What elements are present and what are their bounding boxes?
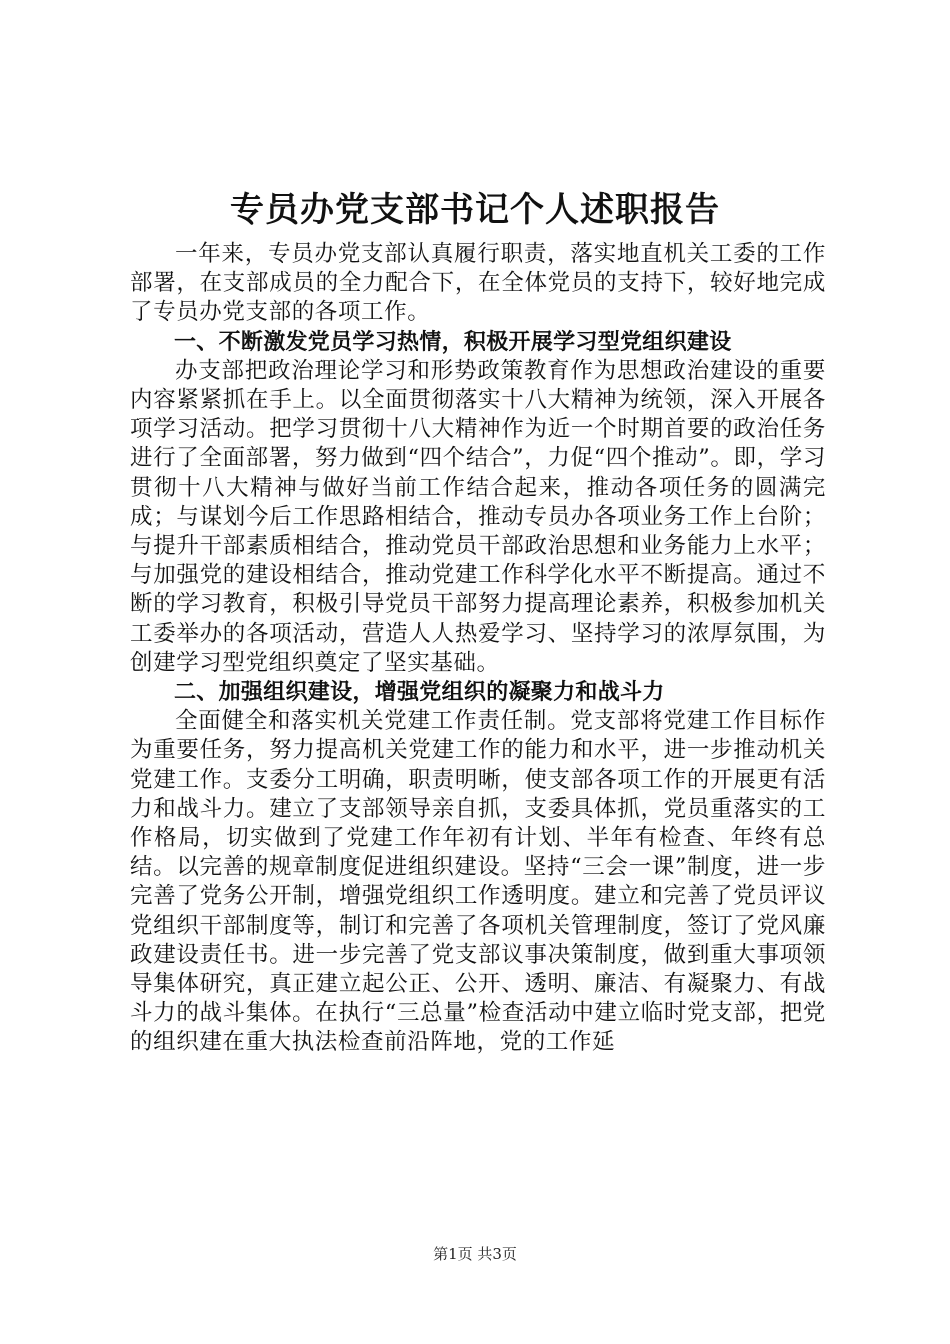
section-2-heading: 二、加强组织建设，增强党组织的凝聚力和战斗力	[174, 680, 665, 706]
intro-paragraph: 一年来，专员办党支部认真履行职责，落实地直机关工委的工作部署，在支部成员的全力配合下，在全体党员的支持下，较好地完成了专员办党支部的各项工作。	[130, 241, 826, 326]
section-1-heading: 一、不断激发党员学习热情，积极开展学习型党组织建设	[174, 329, 732, 355]
section-2-paragraph: 全面健全和落实机关党建工作责任制。党支部将党建工作目标作为重要任务，努力提高机关党建工作的能力和水平，进一步推动机关党建工作。支委分工明确，职责明晰，使支部各项工作的开展更有活力和战斗力。建立了支部领导亲自抓，支委具体抓，党员重落实的工作格局，切实做到了党建工作年初有计划、半年有检查、年终有总结。以完善的规章制度促进组织建设。坚持“三会一课”制度，进一步完善了党务公开制，增强党组织工作透明度。建立和完善了党员评议党组织干部制度等，制订和完善了各项机关管理制度，签订了党风廉政建设责任书。进一步完善了党支部议事决策制度，做到重大事项领导集体研究，真正建立起公正、公开、透明、廉洁、有凝聚力、有战斗力的战斗集体。在执行“三总量”检查活动中建立临时党支部，把党的组织建在重大执法检查前沿阵地，党的工作延	[130, 708, 826, 1056]
document-body	[130, 240, 826, 1058]
page-number-footer: 第1页 共3页	[433, 1245, 517, 1263]
section-1-paragraph: 办支部把政治理论学习和形势政策教育作为思想政治建设的重要内容紧紧抓在手上。以全面贯彻落实十八大精神为统领，深入开展各项学习活动。把学习贯彻十八大精神作为近一个时期首要的政治任务进行了全面部署，努力做到“四个结合”，力促“四个推动”。即，学习贯彻十八大精神与做好当前工作结合起来，推动各项任务的圆满完成；与谋划今后工作思路相结合，推动专员办各项业务工作上台阶；与提升干部素质相结合，推动党员干部政治思想和业务能力上水平；与加强党的建设相结合，推动党建工作科学化水平不断提高。通过不断的学习教育，积极引导党员干部努力提高理论素养，积极参加机关工委举办的各项活动，营造人人热爱学习、坚持学习的浓厚氛围，为创建学习型党组织奠定了坚实基础。	[130, 357, 826, 676]
document-title: 专员办党支部书记个人述职报告	[230, 190, 720, 230]
